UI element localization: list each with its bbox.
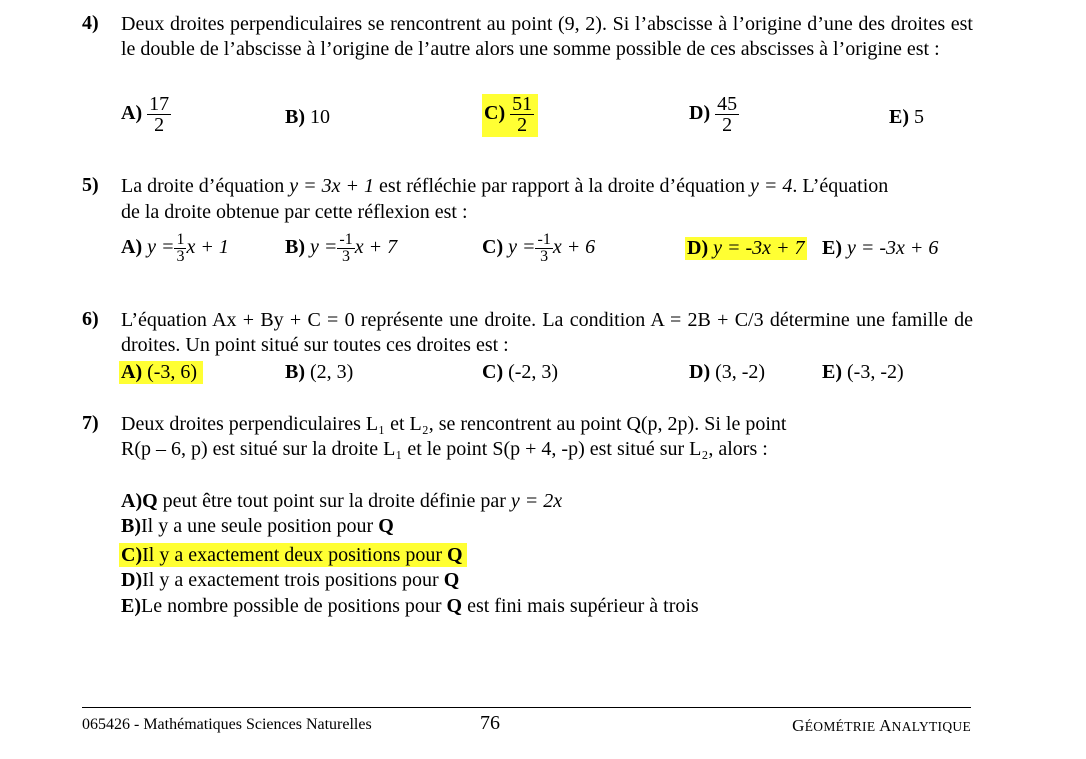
fraction	[147, 94, 171, 135]
equation-part: y =	[508, 236, 536, 259]
q6-option-b	[285, 361, 353, 384]
equation: y = 2x	[510, 490, 563, 512]
q4-option-d	[689, 94, 739, 135]
footer-section-title	[792, 716, 971, 736]
question-4-text: Deux droites perpendiculaires se rencontrent au point (9, 2). Si l’abscisse à l’origine d’une des droites est le double de l’abscisse à l’origine de l’autre alors une somme possible de ces abscisses à l’origine est :	[121, 13, 973, 60]
option-text: Le nombre possible de positions pour	[141, 595, 447, 617]
option-label: A)	[121, 102, 143, 125]
fraction	[510, 94, 534, 135]
equation-part: x + 1	[186, 236, 229, 259]
point-q: Q	[446, 595, 463, 617]
question-6-text: L’équation Ax + By + C = 0 représente une droite. La condition A = 2B + C/3 détermine une famille de droites. Un point situé sur toutes ces droites est :	[121, 309, 973, 356]
text: est réfléchie par rapport à la droite d’équation	[374, 175, 750, 197]
denominator: 2	[722, 114, 733, 136]
option-label: A)	[121, 361, 143, 383]
q4-option-e	[889, 106, 924, 129]
footer-divider	[82, 707, 971, 708]
fraction	[535, 232, 552, 265]
option-label: D)	[689, 102, 711, 125]
denominator: 2	[154, 114, 165, 136]
q6-option-a-highlighted	[119, 361, 203, 384]
denominator: 2	[517, 114, 528, 136]
question-5-line-1	[121, 174, 888, 198]
q7-option-a	[121, 489, 562, 513]
q4-option-c-highlighted	[482, 94, 538, 137]
option-label: D)	[121, 569, 143, 591]
equation-part: x + 6	[552, 236, 596, 259]
option-value: (-3, -2)	[847, 361, 904, 383]
q6-option-d	[689, 361, 765, 384]
equation: y = -3x + 7	[713, 237, 805, 259]
denominator: 3	[176, 248, 185, 265]
q5-option-e	[822, 237, 938, 260]
option-label: A)	[121, 490, 143, 512]
option-label: C)	[121, 544, 143, 566]
equation-part: y =	[310, 236, 338, 259]
denominator: 3	[342, 248, 351, 265]
option-value: (-3, 6)	[147, 361, 198, 383]
q5-option-a	[121, 232, 229, 265]
option-label: B)	[285, 236, 305, 259]
option-text: Il y a une seule position pour	[141, 515, 379, 537]
option-label: C)	[482, 236, 504, 259]
numerator: 45	[717, 93, 738, 115]
option-label: A)	[121, 236, 143, 259]
option-label: C)	[484, 102, 506, 125]
option-text: Il y a exactement deux positions pour	[142, 544, 448, 566]
q7-option-d	[121, 568, 459, 592]
small-caps: ÉOMÉTRIE	[804, 719, 880, 734]
cap-letter: G	[792, 716, 805, 735]
point-q: Q	[142, 490, 158, 512]
question-7-line-2: R(p – 6, p) est situé sur la droite L₁ et le point S(p + 4, -p) est situé sur L₂, alors :	[121, 438, 768, 460]
q5-option-b	[285, 232, 397, 265]
question-6-number: 6)	[82, 308, 99, 330]
option-text: peut être tout point sur la droite définie par	[157, 490, 511, 512]
fraction	[715, 94, 739, 135]
option-value: 10	[310, 106, 330, 128]
option-label: C)	[482, 361, 504, 383]
q4-option-a	[121, 94, 171, 135]
question-4-number: 4)	[82, 12, 99, 34]
q5-option-d-highlighted	[685, 237, 807, 260]
point-q: Q	[378, 515, 394, 537]
question-5-number: 5)	[82, 174, 99, 196]
option-value: 5	[914, 106, 924, 128]
option-label: D)	[689, 361, 711, 383]
q7-option-e	[121, 594, 699, 618]
q7-option-b	[121, 514, 394, 538]
question-7-number: 7)	[82, 412, 99, 434]
numerator: -1	[537, 231, 551, 248]
point-q: Q	[443, 569, 460, 591]
footer-course-code: 065426 - Mathématiques Sciences Naturelles	[82, 716, 372, 733]
equation: y = 3x + 1	[289, 175, 375, 197]
q6-option-e	[822, 361, 904, 384]
fraction	[174, 232, 186, 265]
q5-option-c	[482, 232, 595, 265]
page-number: 76	[480, 712, 500, 734]
option-value: (-2, 3)	[508, 361, 559, 383]
option-label: E)	[822, 361, 842, 383]
numerator: 17	[149, 93, 170, 115]
fraction	[337, 232, 354, 265]
q4-option-b	[285, 106, 330, 129]
option-label: B)	[285, 361, 305, 383]
option-label: B)	[285, 106, 305, 128]
option-label: E)	[121, 595, 141, 617]
numerator: -1	[339, 231, 353, 248]
option-text: est fini mais supérieur à trois	[462, 595, 699, 617]
numerator: 1	[176, 231, 185, 248]
text: . L’équation	[792, 175, 889, 197]
cap-letter: A	[879, 716, 892, 735]
option-value: (3, -2)	[715, 361, 766, 383]
option-value: (2, 3)	[310, 361, 354, 383]
point-q: Q	[447, 544, 463, 566]
option-label: D)	[687, 237, 709, 259]
option-text: Il y a exactement trois positions pour	[142, 569, 444, 591]
equation-part: x + 7	[354, 236, 398, 259]
numerator: 51	[512, 93, 533, 115]
equation: y = -3x + 6	[847, 237, 939, 259]
q6-option-c	[482, 361, 558, 384]
small-caps: NALYTIQUE	[891, 719, 971, 734]
denominator: 3	[540, 248, 549, 265]
equation: y = 4	[749, 175, 793, 197]
option-label: E)	[822, 237, 842, 259]
option-label: B)	[121, 515, 141, 537]
question-7-line-1: Deux droites perpendiculaires L₁ et L₂, se rencontrent au point Q(p, 2p). Si le point	[121, 413, 787, 435]
question-5-line-2: de la droite obtenue par cette réflexion est :	[121, 201, 468, 223]
q7-option-c-highlighted	[119, 543, 467, 567]
equation-part: y =	[147, 236, 175, 259]
text: La droite d’équation	[121, 175, 290, 197]
option-label: E)	[889, 106, 909, 128]
